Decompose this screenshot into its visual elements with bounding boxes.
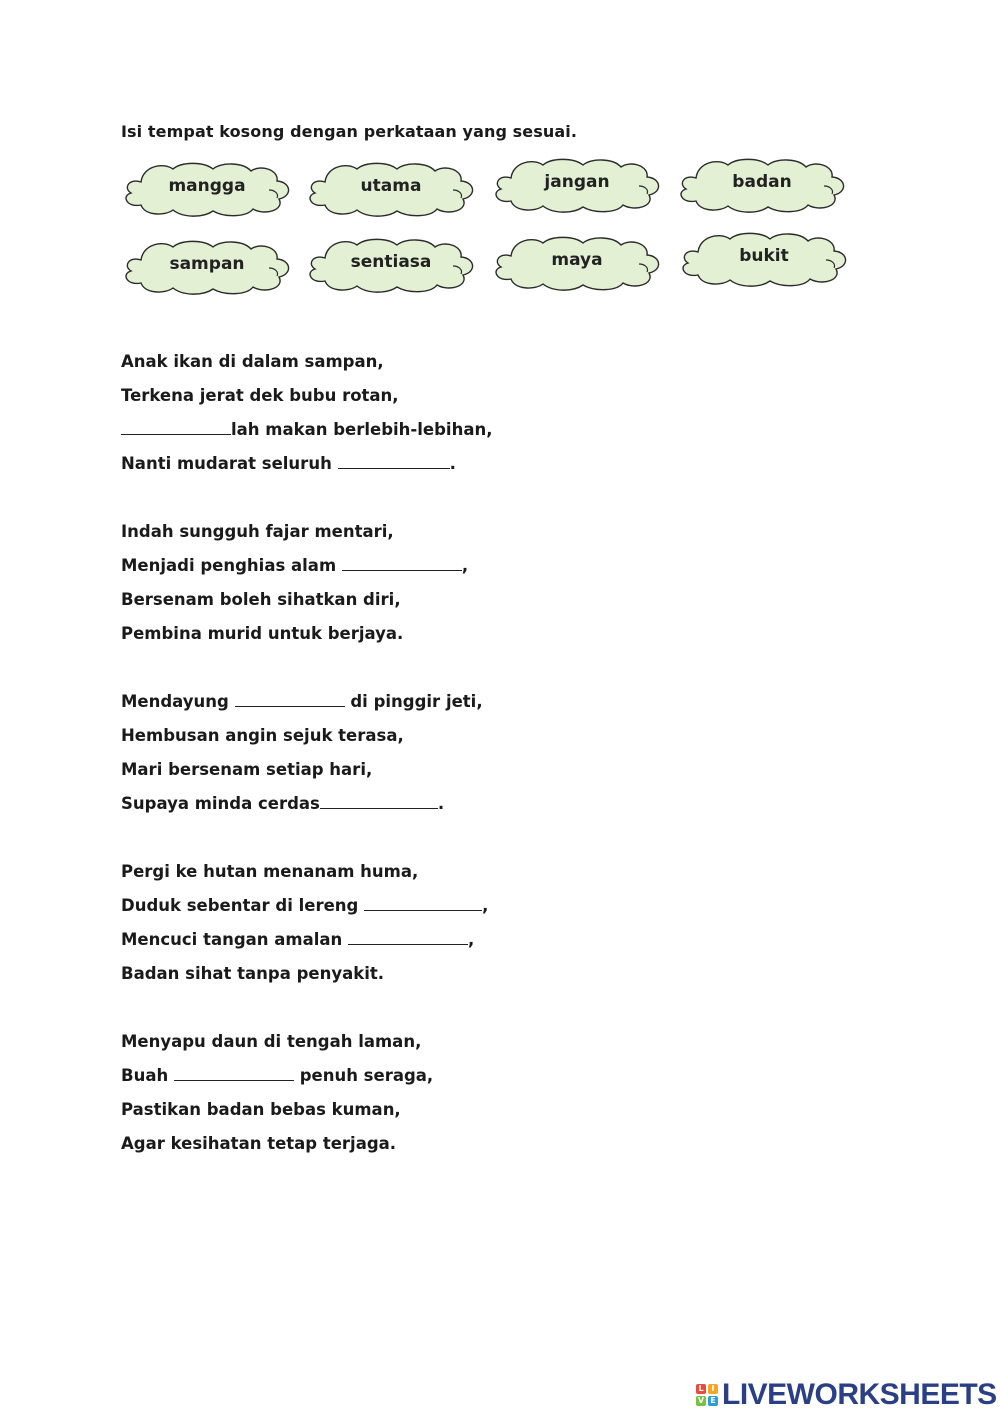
poem-line: Mendayung di pinggir jeti, xyxy=(121,692,483,711)
word-label: jangan xyxy=(544,172,610,192)
poem-line: lah makan berlebih-lebihan, xyxy=(121,413,492,447)
poem-line: Buah penuh seraga, xyxy=(121,1066,434,1085)
word-label: badan xyxy=(732,172,792,192)
poem-line: Pastikan badan bebas kuman, xyxy=(121,1100,401,1119)
word-card-maya[interactable] xyxy=(489,234,665,294)
word-card-mangga[interactable] xyxy=(119,160,295,220)
word-label: sampan xyxy=(169,254,245,274)
word-card-bukit[interactable] xyxy=(676,230,852,290)
word-card-jangan[interactable] xyxy=(489,156,665,216)
stanza-2 xyxy=(121,515,468,651)
poem-line: Mari bersenam setiap hari, xyxy=(121,760,373,779)
word-label: utama xyxy=(360,176,422,196)
answer-blank[interactable] xyxy=(338,454,450,469)
poem-line: Bersenam boleh sihatkan diri, xyxy=(121,590,401,609)
poem-line: Badan sihat tanpa penyakit. xyxy=(121,964,385,983)
poem-line: Supaya minda cerdas . xyxy=(121,794,445,813)
poem-line: Duduk sebentar di lereng , xyxy=(121,896,489,915)
word-label: bukit xyxy=(739,246,789,266)
poem-line: Mencuci tangan amalan , xyxy=(121,930,475,949)
poem-line: Menyapu daun di tengah laman, xyxy=(121,1032,422,1051)
answer-blank[interactable] xyxy=(174,1066,294,1081)
answer-blank[interactable] xyxy=(364,896,482,911)
word-card-sampan[interactable] xyxy=(119,238,295,298)
liveworksheets-logo[interactable] xyxy=(696,1375,997,1415)
word-card-sentiasa[interactable] xyxy=(303,236,479,296)
word-card-utama[interactable] xyxy=(303,160,479,220)
answer-blank[interactable] xyxy=(320,794,438,809)
answer-blank[interactable] xyxy=(235,692,345,707)
poem-line: Indah sungguh fajar mentari, xyxy=(121,522,394,541)
logo-grid-icon: L I V E xyxy=(696,1384,718,1406)
answer-blank[interactable] xyxy=(121,420,231,435)
word-card-badan[interactable] xyxy=(674,156,850,216)
poem-line: Hembusan angin sejuk terasa, xyxy=(121,726,404,745)
poem-line: Menjadi penghias alam , xyxy=(121,556,469,575)
poem-line: Agar kesihatan tetap terjaga. xyxy=(121,1134,397,1153)
poem-line: Terkena jerat dek bubu rotan, xyxy=(121,386,399,405)
poem-line: Pergi ke hutan menanam huma, xyxy=(121,862,419,881)
poem-line: Nanti mudarat seluruh . xyxy=(121,454,456,473)
instruction-text: Isi tempat kosong dengan perkataan yang sesuai. xyxy=(121,122,578,141)
answer-blank[interactable] xyxy=(348,930,468,945)
stanza-3 xyxy=(121,685,483,821)
word-label: maya xyxy=(551,250,603,270)
stanza-1 xyxy=(121,345,492,481)
logo-text: LIVEWORKSHEETS xyxy=(722,1378,997,1411)
word-label: mangga xyxy=(168,176,246,196)
stanza-4 xyxy=(121,855,488,991)
poem-line: Anak ikan di dalam sampan, xyxy=(121,352,384,371)
poem-line: Pembina murid untuk berjaya. xyxy=(121,624,404,643)
word-label: sentiasa xyxy=(350,252,432,272)
answer-blank[interactable] xyxy=(342,556,462,571)
stanza-5 xyxy=(121,1025,433,1161)
